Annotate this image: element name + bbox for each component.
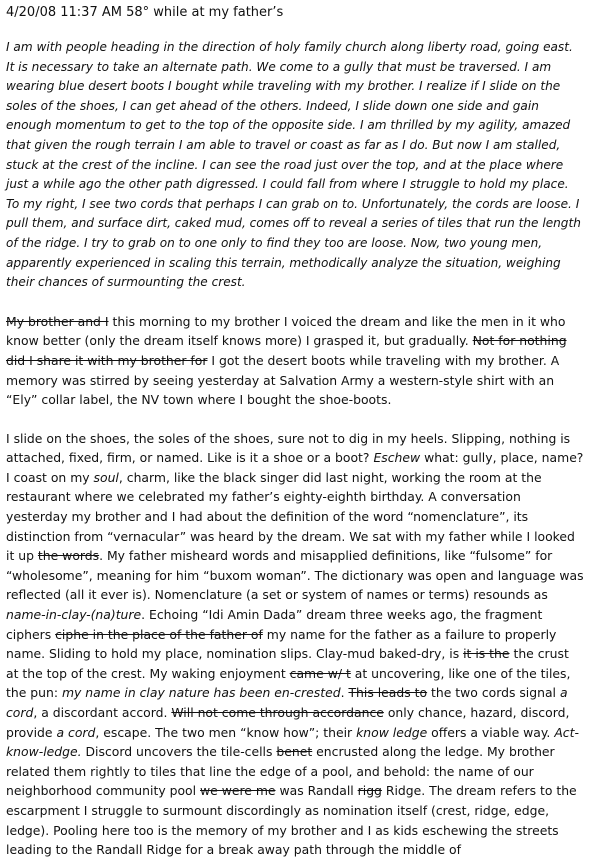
struck-text: it is the xyxy=(463,646,510,662)
text-run: the crust at the top of the crest. My waking enjoyment xyxy=(6,646,569,681)
emphasized-text: Act-know-ledge. xyxy=(6,724,579,760)
emphasized-text: soul xyxy=(93,469,119,485)
text-run: Discord uncovers the tile-cells xyxy=(81,744,277,760)
commentary-paragraph-1 xyxy=(6,312,584,410)
struck-text: the words xyxy=(37,548,100,564)
struck-text: benet xyxy=(276,744,313,760)
struck-text: Not for nothing did I share it with my brother for xyxy=(6,333,567,368)
entry-header: 4/20/08 11:37 AM 58° while at my father’s xyxy=(6,5,284,20)
text-run: . My father misheard words and misapplied definitions, like “fulsome” for “wholesome”, meaning for him “buxom woman”. The dictionary was open and language was reflected (all it ever is). Nomenclature (a set or system of names or terms) resounds as xyxy=(6,548,584,603)
emphasized-text: a cord xyxy=(56,724,96,740)
text-run: offers a viable way. xyxy=(427,724,555,740)
emphasized-text: my name in clay nature has been en-crested xyxy=(61,685,341,701)
text-run: . xyxy=(340,685,349,701)
text-run: , escape. The two men “know how”; their xyxy=(95,724,357,740)
struck-text: we were me xyxy=(200,783,276,799)
emphasized-text: Eschew xyxy=(373,450,421,466)
text-run: , a discordant accord. xyxy=(33,705,172,720)
text-run: only chance, hazard, discord, provide xyxy=(6,705,570,740)
text-run: , charm, like the black singer did last night, working the room at the restaurant where we celebrated my father’s eighty-eighth birthday. A conversation yesterday my brother and I had about the definition of the word “nomenclature”, its distinction from “vernacular” was heard by the dream. We sat with my father while I looked it up xyxy=(6,469,575,564)
dream-paragraph: I am with people heading in the direction of holy family church along liberty road, going east. It is necessary to take an alternate path. We come to a gully that must be traversed. I am wearing blue desert boots I bought while traveling with my brother. I realize if I slide on the soles of the shoes, I can get ahead of the others. Indeed, I slide down one side and gain enough momentum to get to the top of the opposite side. I am thrilled by my agility, amazed that given the rough terrain I am able to travel or coast as far as I do. But now I am stalled, stuck at the crest of the incline. I can see the road just over the top, and at the place where just a while ago the other path digressed. I could fall from where I struggle to hold my place. To my right, I see two cords that perhaps I can grab on to. Unfortunately, the cords are loose. I pull them, and surface dirt, caked mud, comes off to reveal a series of tiles that run the length of the ridge. I try to grab on to one only to find they too are loose. Now, two young men, apparently experienced in scaling this terrain, methodically analyze the situation, weighing their chances of surmounting the crest. xyxy=(6,40,581,290)
struck-text: This leads to xyxy=(348,685,428,701)
text-run: encrusted along the ledge. My brother related them rightly to tiles that line the edge of a pool, and behold: the name of our neighborhood community pool xyxy=(6,744,555,799)
text-run: my name for the father as a failure to properly name. Sliding to hold my place, nomination slips. Clay-mud baked-dry, is xyxy=(6,626,557,662)
text-run: the two cords signal xyxy=(427,685,560,701)
struck-text: Will not come through accordance xyxy=(171,705,384,720)
text-run: I got the desert boots while traveling with my brother. A memory was stirred by seeing yesterday at Salvation Army a western-style shirt with an “Ely” collar label, the NV town where I bought the shoe-boots. xyxy=(6,352,560,408)
text-run: at uncovering, like one of the tiles, the pun: xyxy=(6,665,571,701)
struck-text: ciphe in the place of the father of xyxy=(55,626,263,642)
text-run: this morning to my brother I voiced the dream and like the men in it who know better (only the dream itself knows more) I grasped it, but gradually. xyxy=(6,313,566,349)
emphasized-text: a cord xyxy=(6,685,568,720)
struck-text: came w/ t xyxy=(289,665,351,681)
emphasized-text: know ledge xyxy=(356,724,428,740)
struck-text: My brother and I xyxy=(6,313,109,329)
struck-text: rigg xyxy=(357,783,382,799)
text-run: what: gully, place, name? I coast on my xyxy=(6,450,584,485)
text-run: I slide on the shoes, the soles of the shoes, sure not to dig in my heels. Slipping, nothing is attached, fixed, firm, or named. Like is it a shoe or a boot? xyxy=(6,430,571,466)
text-run: Ridge. The dream refers to the escarpment I struggle to surmount discordingly as nomination itself (crest, ridge, edge, ledge). Pooling here too is the memory of my brother and I as kids eschewing the streets leading to the Randall Ridge for a break away path through the middle of xyxy=(6,783,577,858)
text-run: was Randall xyxy=(275,783,358,799)
commentary-paragraph-2 xyxy=(6,429,584,860)
emphasized-text: name-in-clay-(na)ture xyxy=(6,607,142,623)
text-run: . Echoing “Idi Amin Dada” dream three weeks ago, the fragment ciphers xyxy=(6,607,543,642)
